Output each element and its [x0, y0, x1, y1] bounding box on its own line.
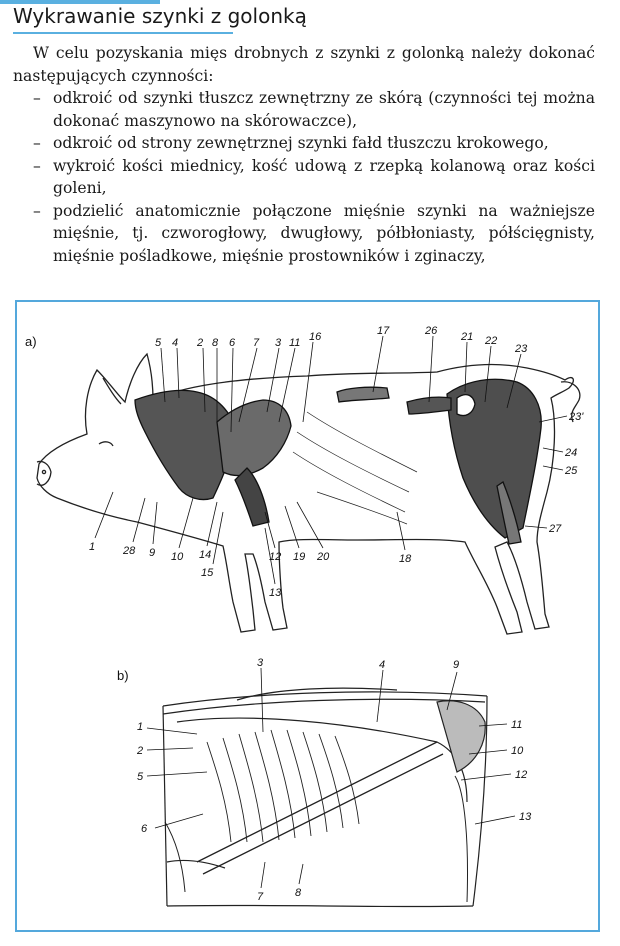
callout-label: 28 [123, 545, 136, 557]
callout-label: 27 [549, 523, 562, 535]
callout-label: 12 [269, 551, 282, 563]
callout-label: 23 [515, 343, 528, 355]
callout-label: 4 [172, 337, 179, 349]
step-text: odkroić od szynki tłuszcz zewnętrzny ze skórą (czynności tej można dokonać maszynowo na skórowaczce), [53, 89, 595, 130]
intro-paragraph: W celu pozyskania mięs drobnych z szynki z golonką należy dokonać następujących czynności: [13, 44, 595, 85]
callout-label: 1 [89, 541, 96, 553]
callout-label: 12 [515, 769, 528, 781]
callout-label: 23' [569, 411, 584, 423]
callout-label: 5 [155, 337, 162, 349]
callout-label: 11 [289, 337, 301, 349]
callout-label: 5 [137, 771, 144, 783]
callout-label: 24 [565, 447, 578, 459]
list-item [33, 155, 595, 200]
dash-marker: – [33, 156, 41, 175]
pig-illustration [37, 354, 580, 634]
callout-label: 8 [212, 337, 219, 349]
anatomy-drawing [17, 302, 598, 930]
callout-label: 13 [269, 587, 282, 599]
callout-label: 21 [461, 331, 474, 343]
callout-label: 25 [565, 465, 578, 477]
panel-b-letter: b) [117, 668, 129, 683]
list-item [33, 200, 595, 268]
carcass-illustration [163, 688, 487, 906]
steps-list [13, 87, 595, 267]
callout-label: 17 [377, 325, 390, 337]
callout-label: 7 [257, 891, 264, 903]
title-underline [13, 32, 233, 34]
callout-label: 6 [229, 337, 236, 349]
callout-label: 4 [379, 659, 386, 671]
panel-a-letter: a) [25, 334, 37, 349]
dash-marker: – [33, 201, 41, 220]
callout-label: 10 [511, 745, 524, 757]
callout-label: 11 [511, 719, 523, 731]
callout-label: 20 [317, 551, 330, 563]
callout-label: 6 [141, 823, 148, 835]
page-title: Wykrawanie szynki z golonką [13, 4, 307, 28]
callout-label: 8 [295, 887, 302, 899]
dash-marker: – [33, 89, 41, 107]
callout-label: 9 [149, 547, 156, 559]
step-text: wykroić kości miednicy, kość udową z rzepką kolanową oraz kości goleni, [53, 156, 595, 197]
callout-label: 15 [201, 567, 214, 579]
dash-marker: – [33, 134, 41, 152]
step-text: podzielić anatomicznie połączone mięśnie szynki na ważniejsze mięśnie, tj. czworogłowy, dwugłowy, półbłoniasty, półścięgnisty, mięśnie pośladkowe, mięśnie prostowników i zginaczy, [53, 201, 595, 265]
body-text [13, 42, 595, 267]
callout-label: 26 [425, 325, 438, 337]
callout-label: 3 [257, 657, 264, 669]
callout-label: 16 [309, 331, 322, 343]
callout-label: 1 [137, 721, 144, 733]
list-item [33, 132, 595, 155]
callout-label: 13 [519, 811, 532, 823]
callout-label: 18 [399, 553, 412, 565]
anatomy-figure [15, 300, 600, 932]
step-text: odkroić od strony zewnętrznej szynki fałd tłuszczu krokowego, [53, 134, 549, 152]
list-item [33, 87, 595, 132]
callout-label: 14 [199, 549, 212, 561]
callout-label: 3 [275, 337, 282, 349]
callout-label: 19 [293, 551, 306, 563]
callout-label: 9 [453, 659, 460, 671]
callout-label: 10 [171, 551, 184, 563]
callout-label: 2 [197, 337, 204, 349]
callout-label: 2 [137, 745, 144, 757]
callout-label: 7 [253, 337, 260, 349]
callout-label: 22 [485, 335, 498, 347]
